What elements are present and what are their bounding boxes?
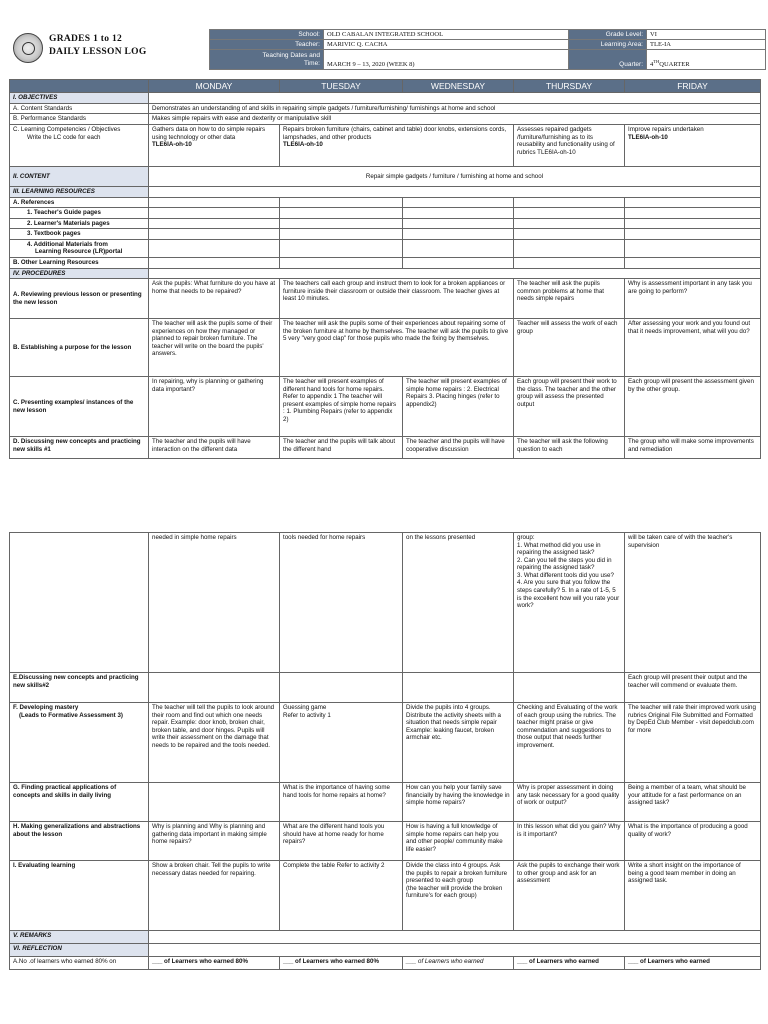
proc-c-wednesday: The teacher will present examples of simple home repairs : 2. Electrical Repairs 3. Placing hinges (refer to appendix2) — [403, 377, 514, 437]
proc-d2-tuesday: tools needed for home repairs — [280, 533, 403, 673]
proc-f-tuesday — [280, 703, 403, 783]
learners-materials-text: 2. Learner's Materials pages — [27, 219, 110, 227]
cell-blank — [514, 257, 625, 268]
proc-d-tuesday: The teacher and the pupils will talk about the different hand — [280, 437, 403, 459]
proc-i-friday: Write a short insight on the importance of being a good team member in doing an assigned task. — [625, 861, 761, 931]
reflect-a-monday: ___ of Learners who earned 80% — [149, 957, 280, 970]
cell-blank — [280, 197, 403, 208]
proc-b-label: B. Establishing a purpose for the lesson — [10, 319, 149, 377]
proc-f-tuesday-line2: Refer to activity 1 — [283, 711, 331, 719]
proc-f-friday: The teacher will rate their improved work using rubrics Original File Submitted and Formatted by DepEd Club Member - visit depedclub.com for more — [625, 703, 761, 783]
grade-label: Grade Level: — [569, 30, 647, 40]
teachers-guide-text: 1. Teacher's Guide pages — [27, 209, 101, 217]
quarter-value — [647, 50, 766, 70]
cell-blank — [625, 218, 761, 229]
school-label: School: — [210, 30, 324, 40]
competency-friday-code: TLE6IA-oh-10 — [628, 133, 668, 141]
cell-blank — [280, 218, 403, 229]
title-dll: DAILY LESSON LOG — [49, 47, 147, 57]
competency-monday-text: Gathers data on how to do simple repairs using technology or other data — [152, 126, 266, 141]
proc-c-friday: Each group will present the assessment given by the other group. — [625, 377, 761, 437]
textbook-label — [10, 229, 149, 240]
proc-a-label: A. Reviewing previous lesson or presenting the new lesson — [10, 279, 149, 319]
header-info-grid — [209, 29, 766, 70]
cell-blank — [403, 257, 514, 268]
proc-i-monday: Show a broken chair. Tell the pupils to write necessary datas needed for repairing. — [149, 861, 280, 931]
proc-g-label: G. Finding practical applications of concepts and skills in daily living — [10, 783, 149, 822]
day-friday: FRIDAY — [625, 80, 761, 93]
proc-d2-thursday: group: 1. What method did you use in repairing the assigned task? 2. Can you tell the steps you did in repairing the assigned task? 3. What different tools did you use? 4. Are you sure that you follow the steps carefully? 5. In a rate of 1-5, 5 is the excellent how will you rate your work? — [514, 533, 625, 673]
cell-blank — [514, 208, 625, 219]
proc-i-wednesday: Divide the class into 4 groups. Ask the pupils to repair a broken furniture presented to each group (the teacher will provide the broken furniture's for each group) — [403, 861, 514, 931]
proc-e-friday: Each group will present their output and the teacher will commend or evaluate them. — [625, 673, 761, 703]
quarter-number: 4 — [650, 61, 654, 69]
performance-standards-value: Makes simple repairs with ease and dexterity or manipulative skill — [149, 114, 761, 125]
procedures-heading: IV. PROCEDURES — [10, 268, 149, 279]
cell-blank — [280, 208, 403, 219]
proc-d-continued-label — [10, 533, 149, 673]
teachers-guide-label — [10, 208, 149, 219]
proc-d-monday: The teacher and the pupils will have interaction on the different data — [149, 437, 280, 459]
proc-h-thursday: In this lesson what did you gain? Why is it important? — [514, 822, 625, 861]
area-value: TLE-IA — [647, 40, 766, 50]
deped-seal-icon — [13, 33, 43, 63]
day-wednesday: WEDNESDAY — [403, 80, 514, 93]
content-heading: II. CONTENT — [10, 167, 149, 187]
cell-blank — [514, 229, 625, 240]
cell-blank — [149, 197, 280, 208]
proc-i-label: I. Evaluating learning — [10, 861, 149, 931]
competency-monday — [149, 125, 280, 167]
teacher-label: Teacher: — [210, 40, 324, 50]
content-standards-label: A. Content Standards — [10, 103, 149, 114]
cell-blank — [280, 673, 403, 703]
cell-blank — [403, 218, 514, 229]
proc-h-wednesday: How is having a full knowledge of simple home repairs can help you and other people/ community make life easier? — [403, 822, 514, 861]
dates-label-line2: Time: — [303, 59, 320, 67]
proc-h-tuesday: What are the different hand tools you should have at home ready for home repairs? — [280, 822, 403, 861]
reflect-a-wednesday: ___ of Learners who earned — [403, 957, 514, 970]
proc-g-friday: Being a member of a team, what should be your attitude for a fast performance on an assigned task? — [625, 783, 761, 822]
additional-materials-line1: 4. Additional Materials from — [27, 240, 108, 248]
proc-d2-wednesday: on the lessons presented — [403, 533, 514, 673]
dates-label — [210, 50, 324, 70]
area-label: Learning Area: — [569, 40, 647, 50]
remarks-heading: V. REMARKS — [10, 931, 149, 944]
proc-b-monday: The teacher will ask the pupils some of their experiences on how they managed or planned to repair broken furniture. The teacher will write on the board the pupils' answers. — [149, 319, 280, 377]
reflect-a-thursday: ___ of Learners who earned — [514, 957, 625, 970]
proc-c-thursday: Each group will present their work to the class. The teacher and the other group will assess the presented output — [514, 377, 625, 437]
reflect-a-tuesday: ___ of Learners who earned 80% — [280, 957, 403, 970]
cell-blank — [280, 239, 403, 257]
procedures-blank — [149, 268, 761, 279]
reflection-heading: VI. REFLECTION — [10, 944, 149, 957]
cell-blank — [149, 673, 280, 703]
cell-blank — [403, 239, 514, 257]
textbook-text: 3. Textbook pages — [27, 230, 81, 238]
proc-d-label: D. Discussing new concepts and practicing new skills #1 — [10, 437, 149, 459]
proc-f-wednesday: Divide the pupils into 4 groups. Distribute the activity sheets with a situation that needs simple repair Example: leaking faucet, broken armchair etc. — [403, 703, 514, 783]
cell-blank — [625, 239, 761, 257]
objectives-blank — [149, 93, 761, 104]
references-label: A. References — [10, 197, 149, 208]
day-tuesday: TUESDAY — [280, 80, 403, 93]
proc-a-tue-wed: The teachers call each group and instruct them to look for a broken appliances or furniture inside their classroom or outside their classroom. The teacher gives at least 10 minutes. — [280, 279, 514, 319]
proc-g-wednesday: How can you help your family save financially by having the knowledge in simple home repairs? — [403, 783, 514, 822]
competency-monday-code: TLE6IA-oh-10 — [152, 141, 192, 149]
proc-d-thursday: The teacher will ask the following question to each — [514, 437, 625, 459]
proc-f-thursday: Checking and Evaluating of the work of each group using the rubrics. The teacher might praise or give commendation and suggestions to those output that needs further improvement. — [514, 703, 625, 783]
proc-b-thursday: Teacher will assess the work of each group — [514, 319, 625, 377]
proc-h-monday: Why is planning and Why is planning and gathering data important in making simple home repairs? — [149, 822, 280, 861]
proc-a-friday: Why is assessment important in any task you are going to perform? — [625, 279, 761, 319]
proc-i-tuesday: Complete the table Refer to activity 2 — [280, 861, 403, 931]
objectives-heading: I. OBJECTIVES — [10, 93, 149, 104]
lesson-log-table-1 — [9, 79, 761, 459]
proc-f-label-line2: (Leads to Formative Assessment 3) — [19, 711, 123, 719]
cell-blank — [149, 239, 280, 257]
proc-a-thursday: The teacher will ask the pupils common problems at home that needs simple repairs — [514, 279, 625, 319]
cell-blank — [149, 208, 280, 219]
proc-g-thursday: Why is proper assessment in doing any task necessary for a good quality of work or output? — [514, 783, 625, 822]
dates-label-line1: Teaching Dates and — [262, 52, 320, 60]
proc-b-friday: After assessing your work and you found out that it needs improvement, what will you do? — [625, 319, 761, 377]
learners-materials-label — [10, 218, 149, 229]
quarter-word: QUARTER — [659, 61, 690, 69]
proc-c-label: C. Presenting examples/ instances of the new lesson — [10, 377, 149, 437]
proc-d-wednesday: The teacher and the pupils will have cooperative discussion — [403, 437, 514, 459]
grade-value: VI — [647, 30, 766, 40]
content-value: Repair simple gadgets / furniture / furnishing at home and school — [149, 167, 761, 187]
proc-e-label: E.Discussing new concepts and practicing new skills#2 — [10, 673, 149, 703]
page-2 — [0, 528, 768, 1024]
proc-f-monday: The teacher will tell the pupils to look around their room and find out which one needs repair. Example: door knob, broken chair, broken table, and door hinges. Pupils will write their assessment on the damage that needs to be repaired and the tools needed. — [149, 703, 280, 783]
proc-d2-friday: will be taken care of with the teacher's supervision — [625, 533, 761, 673]
cell-blank — [149, 229, 280, 240]
proc-h-friday: What is the importance of producing a good quality of work? — [625, 822, 761, 861]
page-1 — [0, 0, 768, 500]
learning-resources-heading: III. LEARNING RESOURCES — [10, 187, 149, 198]
lesson-log-table-2 — [9, 532, 761, 970]
competencies-label — [10, 125, 149, 167]
proc-i-thursday: Ask the pupils to exchange their work to other group and ask for an assessment — [514, 861, 625, 931]
cell-blank — [625, 257, 761, 268]
proc-d-friday: The group who will make some improvements and remediation — [625, 437, 761, 459]
additional-materials-line2: Learning Resource (LR)portal — [35, 248, 123, 256]
cell-blank — [514, 218, 625, 229]
cell-blank — [149, 783, 280, 822]
learning-resources-blank — [149, 187, 761, 198]
document-header — [9, 29, 766, 71]
teacher-value: MARIVIC Q. CACHA — [324, 40, 569, 50]
quarter-suffix: TH — [653, 58, 660, 64]
reflect-a-label: A.No .of learners who earned 80% on — [10, 957, 149, 970]
proc-f-label — [10, 703, 149, 783]
proc-c-tuesday: The teacher will present examples of different hand tools for home repairs. Refer to appendix 1 The teacher will present examples of simple home repairs : 1. Plumbing Repairs (refer to appendix 2) — [280, 377, 403, 437]
cell-blank — [514, 197, 625, 208]
competencies-label-line1: C. Learning Competencies / Objectives — [13, 126, 121, 134]
proc-f-label-line1: F. Developing mastery — [13, 704, 79, 711]
competency-tue-wed-text: Repairs broken furniture (chairs, cabinet and table) door knobs, extensions cords, lampshades, and other products — [283, 126, 507, 141]
cell-blank — [403, 673, 514, 703]
title-grades: GRADES 1 to 12 — [49, 34, 123, 44]
cell-blank — [625, 197, 761, 208]
cell-blank — [149, 257, 280, 268]
proc-d2-monday: needed in simple home repairs — [149, 533, 280, 673]
content-standards-value: Demonstrates an understanding of and skills in repairing simple gadgets / furniture/furnishing/ furnishings at home and school — [149, 103, 761, 114]
proc-f-tuesday-line1: Guessing game — [283, 704, 327, 711]
performance-standards-label: B. Performance Standards — [10, 114, 149, 125]
dates-value: MARCH 9 – 13, 2020 (WEEK 8) — [324, 50, 569, 70]
reflect-a-friday: ___ of Learners who earned — [625, 957, 761, 970]
reflection-blank — [149, 944, 761, 957]
cell-blank — [625, 229, 761, 240]
cell-blank — [514, 673, 625, 703]
proc-h-label: H. Making generalizations and abstractions about the lesson — [10, 822, 149, 861]
cell-blank — [149, 218, 280, 229]
competency-tue-wed — [280, 125, 514, 167]
remarks-blank — [149, 931, 761, 944]
cell-blank — [403, 208, 514, 219]
cell-blank — [403, 197, 514, 208]
competency-friday-text: Improve repairs undertaken — [628, 126, 704, 134]
corner-cell — [10, 80, 149, 93]
day-thursday: THURSDAY — [514, 80, 625, 93]
proc-a-monday: Ask the pupils: What furniture do you have at home that needs to be repaired? — [149, 279, 280, 319]
competency-tue-wed-code: TLE6IA-oh-10 — [283, 141, 323, 149]
additional-materials-label — [10, 239, 149, 257]
other-resources-label: B. Other Learning Resources — [10, 257, 149, 268]
cell-blank — [280, 229, 403, 240]
proc-g-tuesday: What is the importance of having some hand tools for home repairs at home? — [280, 783, 403, 822]
proc-c-monday: In repairing, why is planning or gathering data important? — [149, 377, 280, 437]
competency-friday — [625, 125, 761, 167]
proc-b-tue-wed: The teacher will ask the pupils some of their experiences about repairing some of the broken furniture at home by themselves. The teacher will ask the pupils to give 5 very "very good clap" for those pupils who made the fixing by themselves. — [280, 319, 514, 377]
cell-blank — [625, 208, 761, 219]
day-monday: MONDAY — [149, 80, 280, 93]
day-header-row — [10, 80, 761, 93]
cell-blank — [403, 229, 514, 240]
school-value: OLD CABALAN INTEGRATED SCHOOL — [324, 30, 569, 40]
cell-blank — [280, 257, 403, 268]
competency-thursday: Assesses repaired gadgets /furniture/furnishing as to its reusability and functionality using of rubrics TLE6IA-oh-10 — [514, 125, 625, 167]
competencies-label-line2: Write the LC code for each — [27, 133, 101, 141]
quarter-label: Quarter: — [569, 50, 647, 70]
cell-blank — [514, 239, 625, 257]
